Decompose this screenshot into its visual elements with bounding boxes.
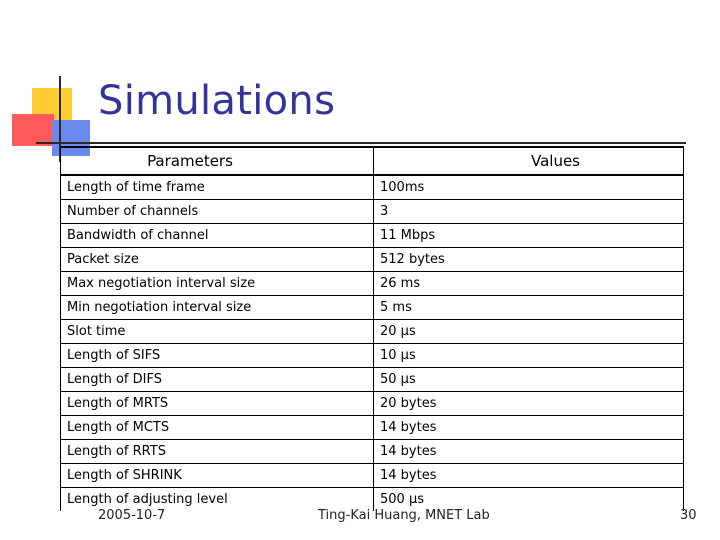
value-cell: 14 bytes [374,440,684,464]
value-cell: 100ms [374,175,684,200]
table-row [61,464,684,488]
table-row [61,416,684,440]
value-cell: 14 bytes [374,416,684,440]
value-cell: 20 µs [374,320,684,344]
parameter-cell: Length of time frame [61,175,374,200]
footer-date: 2005-10-7 [98,508,166,523]
parameter-cell: Length of MCTS [61,416,374,440]
parameter-cell: Length of RRTS [61,440,374,464]
table-row [61,368,684,392]
footer-author: Ting-Kai Huang, MNET Lab [318,508,490,523]
parameter-cell: Max negotiation interval size [61,272,374,296]
table-row [61,175,684,200]
parameter-cell: Number of channels [61,200,374,224]
value-cell: 10 µs [374,344,684,368]
table-row [61,248,684,272]
parameter-cell: Length of SHRINK [61,464,374,488]
value-cell: 20 bytes [374,392,684,416]
table-row [61,296,684,320]
value-cell: 5 ms [374,296,684,320]
parameter-cell: Min negotiation interval size [61,296,374,320]
table-header-row [61,147,684,175]
header-values: Values [374,147,684,175]
header-parameters: Parameters [61,147,374,175]
parameters-table [60,146,684,511]
parameter-cell: Length of MRTS [61,392,374,416]
parameter-cell: Packet size [61,248,374,272]
value-cell: 500 µs [374,488,684,512]
table-row [61,200,684,224]
table-row [61,440,684,464]
table-row [61,344,684,368]
value-cell: 14 bytes [374,464,684,488]
parameter-cell: Length of adjusting level [61,488,374,512]
parameter-cell: Slot time [61,320,374,344]
value-cell: 50 µs [374,368,684,392]
value-cell: 26 ms [374,272,684,296]
value-cell: 3 [374,200,684,224]
table-row [61,392,684,416]
parameter-cell: Bandwidth of channel [61,224,374,248]
table-row [61,272,684,296]
table-row [61,320,684,344]
value-cell: 11 Mbps [374,224,684,248]
table-row [61,224,684,248]
parameter-cell: Length of SIFS [61,344,374,368]
title-decoration-horizontal-line [36,142,686,144]
footer-page-number: 30 [680,508,697,523]
slide-title: Simulations [98,78,336,124]
parameter-cell: Length of DIFS [61,368,374,392]
value-cell: 512 bytes [374,248,684,272]
